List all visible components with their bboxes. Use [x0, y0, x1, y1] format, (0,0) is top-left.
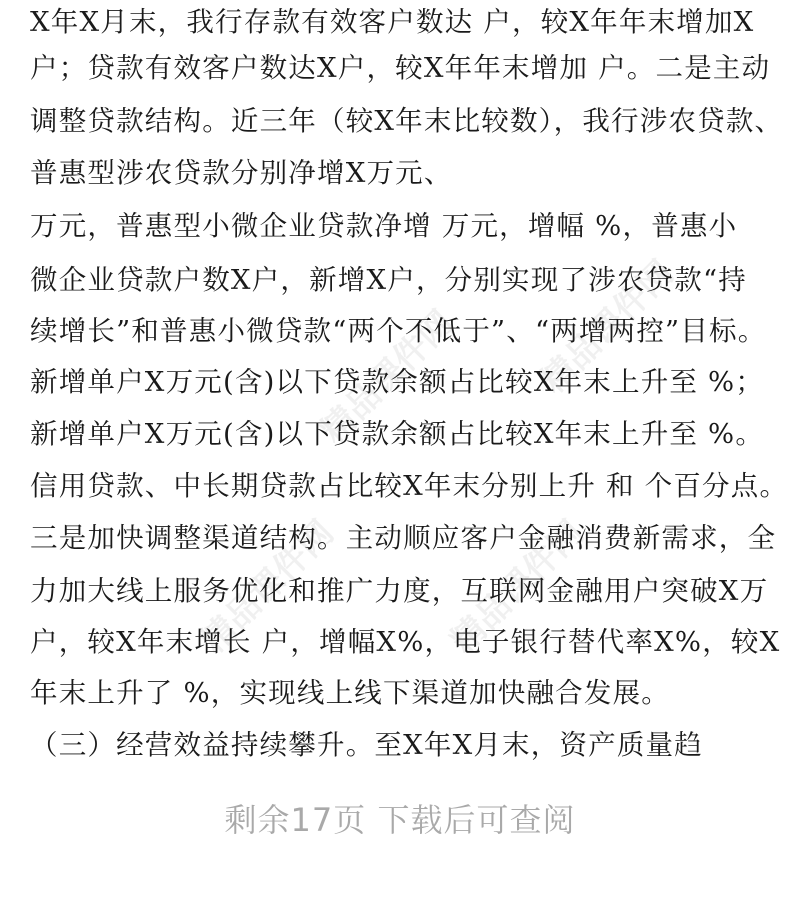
text-line: （三）经营效益持续攀升。至X年X月末，资产质量趋 — [30, 729, 703, 761]
text-line: X年X月末，我行存款有效客户数达 户，较X年年末增加X — [30, 6, 755, 38]
text-line: 调整贷款结构。近三年（较X年末比较数），我行涉农贷款、 — [30, 105, 784, 137]
text-line: 续增长”和普惠小微贷款“两个不低于”、“两增两控”目标。 — [30, 315, 767, 347]
text-line: 普惠型涉农贷款分别净增X万元、 — [30, 157, 453, 189]
text-line: 三是加快调整渠道结构。主动顺应客户金融消费新需求，全 — [30, 522, 777, 554]
watermark: 精品课件网 — [533, 252, 682, 402]
text-line: 微企业贷款户数X户，新增X户，分别实现了涉农贷款“持 — [30, 264, 747, 296]
watermark: 精品课件网 — [443, 512, 592, 662]
watermark: 精品课件网 — [313, 302, 462, 452]
text-line: 信用贷款、中长期贷款占比较X年末分别上升 和 个百分点。 — [30, 470, 789, 502]
text-line: 年末上升了 %，实现线上线下渠道加快融合发展。 — [30, 677, 670, 709]
text-line: 万元，普惠型小微企业贷款净增 万元，增幅 %，普惠小 — [30, 210, 738, 242]
watermark: 精品课件网 — [193, 512, 342, 662]
text-line: 新增单户X万元(含)以下贷款余额占比较X年末上升至 %。 — [30, 418, 765, 450]
text-line: 力加大线上服务优化和推广力度，互联网金融用户突破X万 — [30, 575, 769, 607]
text-line: 户，较X年末增长 户，增幅X%，电子银行替代率X%，较X — [30, 626, 781, 658]
text-line: 新增单户X万元(含)以下贷款余额占比较X年末上升至 %； — [30, 366, 765, 398]
remaining-pages-notice[interactable]: 剩余17页 下载后可查阅 — [224, 801, 576, 839]
text-line: 户；贷款有效客户数达X户，较X年年末增加 户。二是主动 — [30, 52, 771, 84]
